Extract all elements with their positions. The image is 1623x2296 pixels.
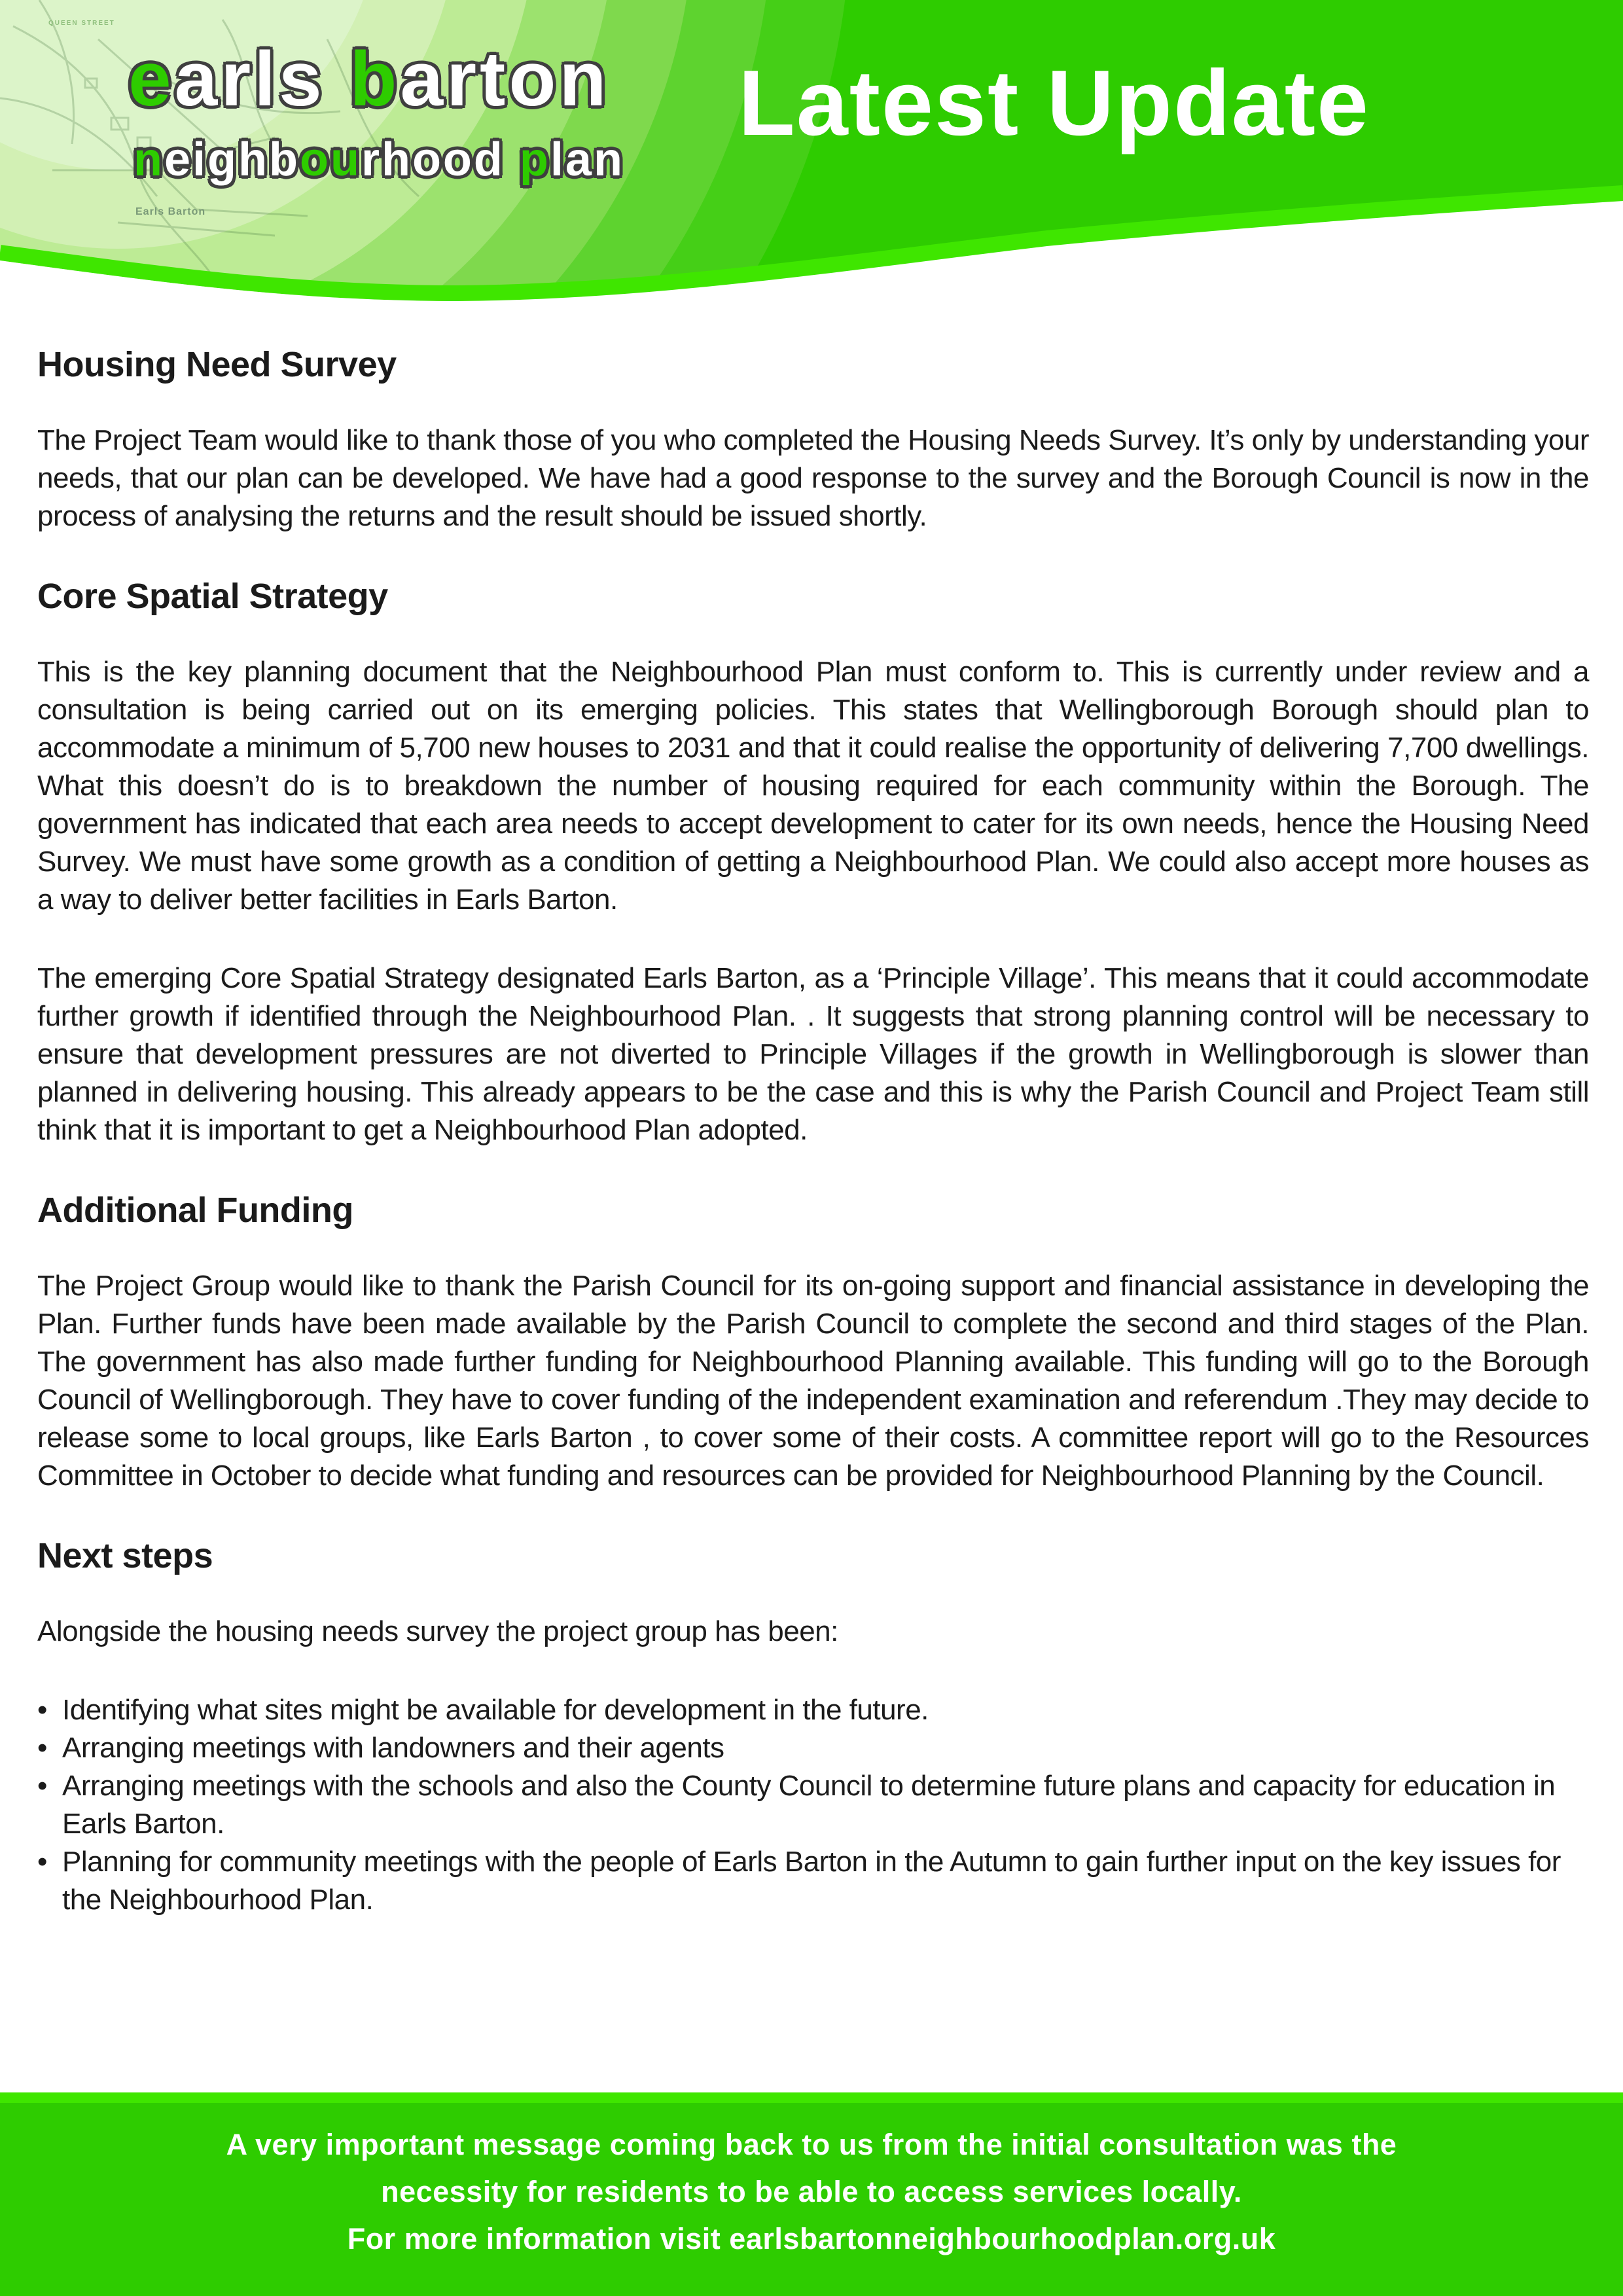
list-item bbox=[37, 1691, 1589, 1729]
list-item-text: Identifying what sites might be available for development in the future. bbox=[62, 1694, 929, 1726]
list-item-text: Planning for community meetings with the people of Earls Barton in the Autumn to gain further input on the key issues for the Neighbourhood Plan. bbox=[62, 1846, 1561, 1916]
footer-line-3: For more information visit earlsbartonneighbourhoodplan.org.uk bbox=[347, 2222, 1276, 2255]
bullet-icon: • bbox=[37, 1846, 47, 1878]
list-item bbox=[37, 1843, 1589, 1919]
logo-letter: n bbox=[134, 134, 164, 186]
bullet-icon: • bbox=[37, 1694, 47, 1726]
section-heading-additional-funding: Additional Funding bbox=[37, 1191, 353, 1230]
footer bbox=[0, 2092, 1623, 2296]
bullet-icon: • bbox=[37, 1770, 47, 1802]
section-heading-next-steps: Next steps bbox=[37, 1536, 213, 1575]
logo-letter: e bbox=[128, 36, 175, 122]
logo-letter: arton bbox=[400, 36, 610, 122]
logo-line-neighbourhood-plan bbox=[134, 134, 624, 186]
list-item bbox=[37, 1767, 1589, 1843]
content bbox=[0, 301, 1623, 1919]
paragraph-core-strategy-2: The emerging Core Spatial Strategy designated Earls Barton, as a ‘Principle Village’. This means that it could accommodate further growth if identified through the Neighbourhood Plan. . It suggests that strong planning control will be necessary to ensure that development pressures are not diverted to Principle Villages if the growth in Wellingborough is slower than planned in delivering housing. This already appears to be the case and this is why the Parish Council and Project Team still think that it is important to get a Neighbourhood Plan adopted. bbox=[37, 962, 1589, 1146]
paragraph-additional-funding: The Project Group would like to thank the Parish Council for its on-going support and financial assistance in developing the Plan. Further funds have been made available by the Parish Council to complete the second and third stages of the Plan. The government has also made further funding for Neighbourhood Planning available. This funding will go to the Borough Council of Wellingborough. They have to cover funding of the independent examination and referendum .They may decide to release some to local groups, like Earls Barton , to cover some of their costs. A committee report will go to the Resources Committee in October to decide what funding and resources can be provided for Neighbourhood Planning by the Council. bbox=[37, 1270, 1589, 1492]
logo-letter: lan bbox=[550, 134, 624, 186]
logo-letter: rhood bbox=[361, 134, 520, 186]
list-item-text: Arranging meetings with landowners and their agents bbox=[62, 1732, 724, 1764]
page-title: Latest Update bbox=[738, 51, 1370, 155]
section-heading-housing-need-survey: Housing Need Survey bbox=[37, 345, 397, 384]
logo-letter: b bbox=[349, 36, 401, 122]
logo-line-earls-barton bbox=[128, 36, 624, 122]
logo bbox=[128, 36, 624, 186]
paragraph-next-steps-intro: Alongside the housing needs survey the project group has been: bbox=[37, 1615, 838, 1647]
footer-line-1: A very important message coming back to us from the initial consultation was the bbox=[226, 2128, 1397, 2161]
logo-letter: arls bbox=[174, 36, 350, 122]
list-item-text: Arranging meetings with the schools and also the County Council to determine future plans and capacity for education in Earls Barton. bbox=[62, 1770, 1556, 1840]
bullet-icon: • bbox=[37, 1732, 47, 1764]
paragraph-core-strategy-1: This is the key planning document that the Neighbourhood Plan must conform to. This is currently under review and a consultation is being carried out on its emerging policies. This states that Wellingborough Borough should plan to accommodate a minimum of 5,700 new houses to 2031 and that it could realise the opportunity of delivering 7,700 dwellings. What this doesn’t do is to breakdown the number of housing required for each community within the Borough. The government has indicated that each area needs to accept development to cater for its own needs, hence the Housing Need Survey. We must have some growth as a condition of getting a Neighbourhood Plan. We could also accept more houses as a way to deliver better facilities in Earls Barton. bbox=[37, 656, 1589, 916]
map-label-queen-street: QUEEN STREET bbox=[48, 20, 115, 27]
logo-letter: eighb bbox=[164, 134, 300, 186]
logo-letter: p bbox=[519, 134, 550, 186]
paragraph-housing-survey: The Project Team would like to thank those of you who completed the Housing Needs Survey. It’s only by understanding your needs, that our plan can be developed. We have had a good response to the survey and the Borough Council is now in the process of analysing the returns and the result should be issued shortly. bbox=[37, 424, 1589, 532]
footer-message bbox=[0, 2103, 1623, 2296]
bullet-list bbox=[37, 1691, 1589, 1919]
footer-stripe-divider bbox=[0, 2092, 1623, 2103]
footer-line-2: necessity for residents to be able to access services locally. bbox=[381, 2175, 1242, 2208]
list-item bbox=[37, 1729, 1589, 1767]
map-label-earls-barton: Earls Barton bbox=[135, 206, 206, 217]
header bbox=[0, 0, 1623, 301]
logo-letter: ou bbox=[299, 134, 361, 186]
section-heading-core-spatial-strategy: Core Spatial Strategy bbox=[37, 577, 388, 616]
